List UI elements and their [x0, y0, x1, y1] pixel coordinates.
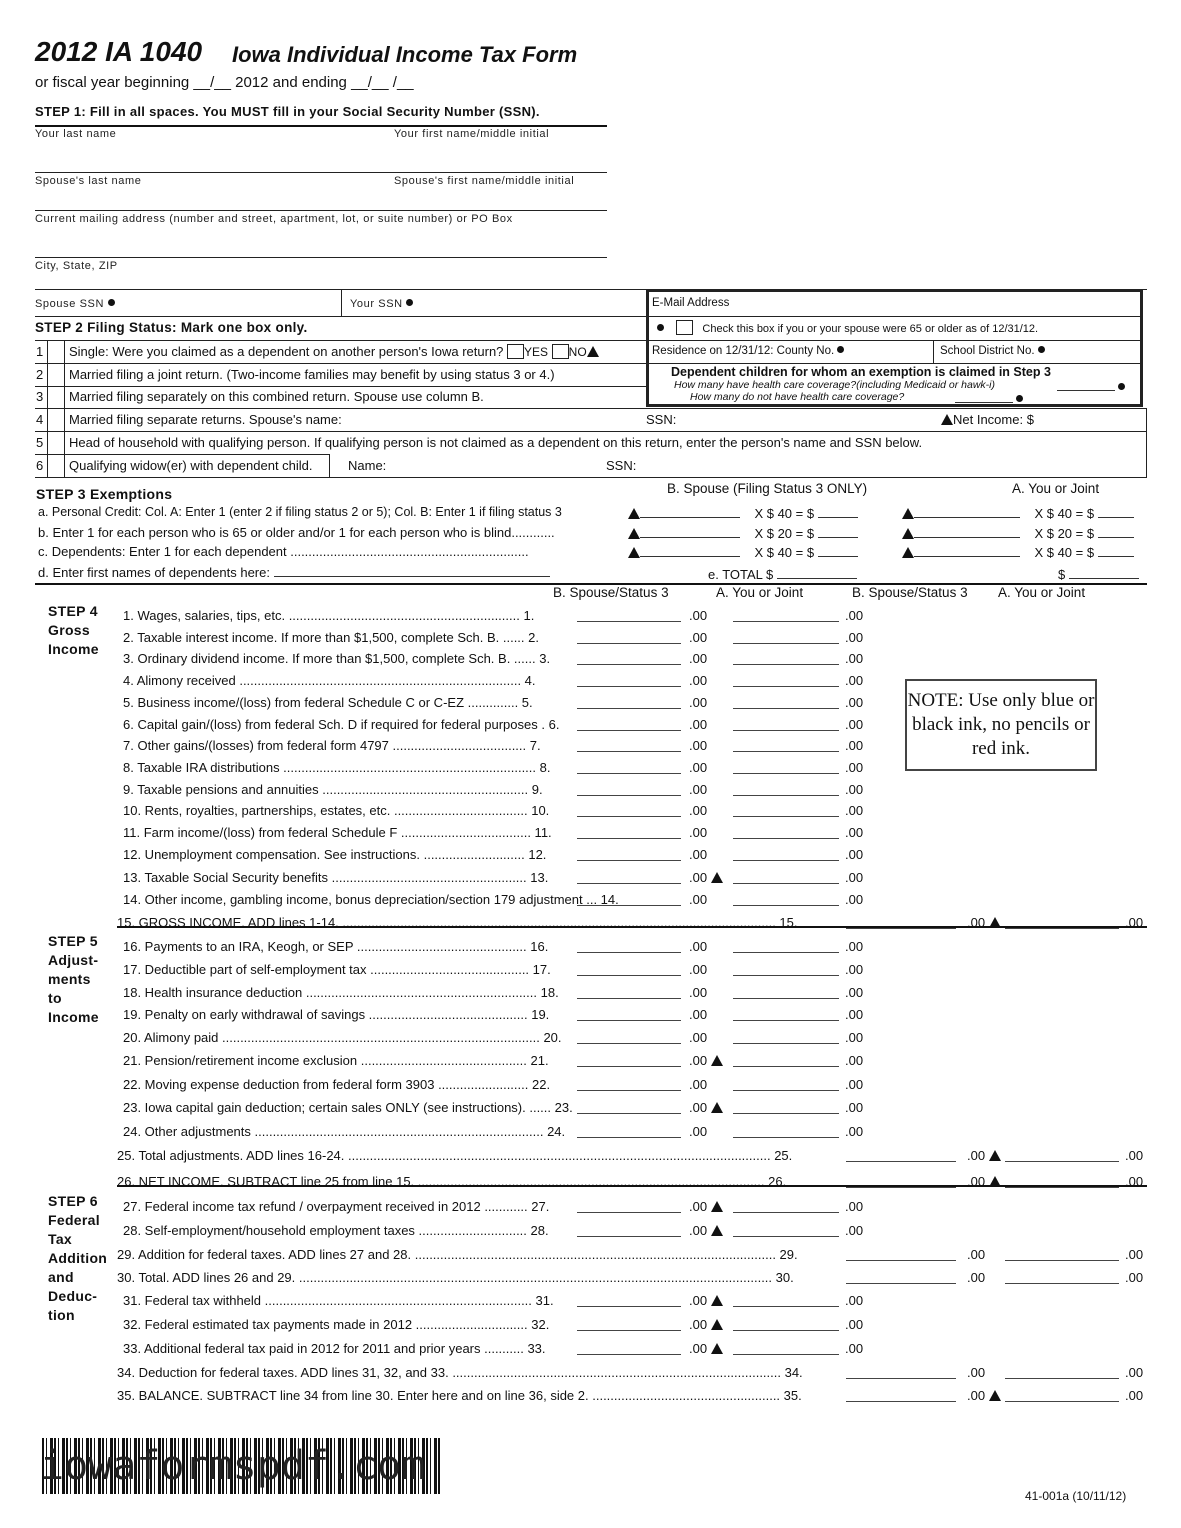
income-line: 28. Self-employment/household employment taxes .............................. 28. — [123, 1223, 549, 1238]
status6-name-label: Name: — [348, 458, 387, 473]
cents-label: .00 — [689, 760, 708, 775]
bullet-icon — [837, 346, 844, 353]
cents-label: .00 — [845, 1007, 864, 1022]
cents-label: .00 — [845, 1077, 864, 1092]
amount-field[interactable] — [733, 905, 839, 906]
income-line: 33. Additional federal tax paid in 2012 for 2011 and prior years ........... 33. — [123, 1341, 546, 1356]
total-line: 30. Total. ADD lines 26 and 29. ................................................................................................................................... 30. — [117, 1270, 794, 1285]
coverage-not-label: How many do not have health care coverage? — [690, 391, 905, 403]
amount-field[interactable] — [733, 838, 839, 839]
income-line: 12. Unemployment compensation. See instructions. ............................ 12. — [123, 847, 547, 862]
cents-label: .00 — [1125, 915, 1144, 930]
amount-field[interactable] — [733, 952, 839, 953]
cents-label: .00 — [689, 1293, 708, 1308]
exemption-total-a[interactable]: $ — [1058, 566, 1139, 582]
spouse-first-name-label: Spouse's first name/middle initial — [394, 175, 575, 187]
amount-field[interactable] — [1005, 1161, 1119, 1162]
step2-title: STEP 2 Filing Status: Mark one box only. — [35, 320, 308, 335]
cents-label: .00 — [689, 782, 708, 797]
cents-label: .00 — [845, 608, 864, 623]
amount-field[interactable] — [577, 1354, 681, 1355]
amount-field[interactable] — [846, 1161, 956, 1162]
cents-label: .00 — [845, 985, 864, 1000]
cents-label: .00 — [1125, 1388, 1144, 1403]
form-id: 41-001a (10/11/12) — [1025, 1489, 1127, 1503]
income-line: 18. Health insurance deduction ................................................................ 18. — [123, 985, 559, 1000]
step3-col-b: B. Spouse (Filing Status 3 ONLY) — [667, 481, 868, 496]
cents-label: .00 — [689, 1124, 708, 1139]
amount-field[interactable] — [577, 975, 681, 976]
cents-label: .00 — [689, 1317, 708, 1332]
school-district-label: School District No. — [940, 345, 1045, 357]
amount-field[interactable] — [577, 838, 681, 839]
filing-status-num: 4 — [36, 412, 44, 427]
bullet-icon — [657, 324, 664, 331]
amount-field[interactable] — [577, 773, 681, 774]
age-65-checkbox[interactable] — [676, 320, 693, 335]
income-line: 11. Farm income/(loss) from federal Schedule F .................................... 11. — [123, 825, 552, 840]
your-ssn-label: Your SSN — [350, 298, 413, 310]
cents-label: .00 — [845, 1030, 864, 1045]
your-name-field[interactable] — [35, 172, 607, 173]
filing-status-2[interactable]: Married filing a joint return. (Two-income families may benefit by using status 3 or 4.) — [69, 367, 555, 382]
amount-field[interactable] — [577, 816, 681, 817]
amount-field[interactable] — [733, 1212, 839, 1213]
exemption-c-a[interactable]: X $ 40 = $ — [902, 544, 1134, 560]
your-first-name-label: Your first name/middle initial — [394, 128, 550, 140]
arrow-icon — [711, 1225, 723, 1236]
amount-field[interactable] — [733, 860, 839, 861]
step3-line-d: d. Enter first names of dependents here: — [38, 564, 550, 580]
income-line: 16. Payments to an IRA, Keogh, or SEP ............................................... 16. — [123, 939, 549, 954]
bullet-icon — [1118, 383, 1125, 390]
amount-field[interactable] — [733, 1066, 839, 1067]
cents-label: .00 — [845, 1341, 864, 1356]
cents-label: .00 — [689, 1030, 708, 1045]
amount-field[interactable] — [577, 1212, 681, 1213]
income-line: 1. Wages, salaries, tips, etc. ................................................................ 1. — [123, 608, 535, 623]
amount-field[interactable] — [733, 883, 839, 884]
bullet-icon — [108, 299, 115, 306]
filing-status-num: 6 — [36, 458, 44, 473]
cents-label: .00 — [689, 847, 708, 862]
filing-status-1: Single: Were you claimed as a dependent on another person's Iowa return? YES NO — [69, 344, 599, 359]
cents-label: .00 — [1125, 1365, 1144, 1380]
cents-label: .00 — [845, 1199, 864, 1214]
amount-field[interactable] — [577, 643, 681, 644]
amount-field[interactable] — [733, 643, 839, 644]
step3-line-c: c. Dependents: Enter 1 for each dependent .................................................................. — [38, 544, 529, 559]
income-line: 32. Federal estimated tax payments made in 2012 ............................... 32. — [123, 1317, 550, 1332]
total-line: 29. Addition for federal taxes. ADD lines 27 and 28. .................................................................................................... 29. — [117, 1247, 798, 1262]
cents-label: .00 — [845, 738, 864, 753]
arrow-icon — [628, 547, 640, 558]
filing-status-3[interactable]: Married filing separately on this combined return. Spouse use column B. — [69, 389, 484, 404]
exemption-b-a[interactable]: X $ 20 = $ — [902, 525, 1134, 541]
cents-label: .00 — [689, 962, 708, 977]
amount-field[interactable] — [577, 952, 681, 953]
arrow-icon — [628, 508, 640, 519]
arrow-icon — [711, 1102, 723, 1113]
dependents-title: Dependent children for whom an exemption is claimed in Step 3 — [671, 365, 1051, 379]
cents-label: .00 — [845, 1293, 864, 1308]
amount-field[interactable] — [846, 928, 956, 929]
amount-field[interactable] — [846, 1187, 956, 1188]
amount-field[interactable] — [577, 795, 681, 796]
col-header-b: B. Spouse/Status 3 — [553, 585, 669, 600]
bullet-icon — [406, 299, 413, 306]
amount-field[interactable] — [733, 686, 839, 687]
exemption-b-b[interactable]: X $ 20 = $ — [628, 525, 858, 541]
cents-label: .00 — [967, 1365, 986, 1380]
amount-field[interactable] — [733, 730, 839, 731]
cents-label: .00 — [689, 892, 708, 907]
status4-net-income: Net Income: $ — [941, 412, 1034, 427]
cents-label: .00 — [845, 825, 864, 840]
amount-field[interactable] — [733, 1236, 839, 1237]
amount-field[interactable] — [733, 975, 839, 976]
cents-label: .00 — [689, 1341, 708, 1356]
cents-label: .00 — [689, 939, 708, 954]
arrow-icon — [711, 1201, 723, 1212]
arrow-icon — [711, 1055, 723, 1066]
income-line: 14. Other income, gambling income, bonus depreciation/section 179 adjustment ... 14. — [123, 892, 619, 907]
cents-label: .00 — [689, 630, 708, 645]
cents-label: .00 — [845, 892, 864, 907]
amount-field[interactable] — [733, 795, 839, 796]
status4-ssn-label: SSN: — [646, 412, 677, 427]
amount-field[interactable] — [577, 905, 681, 906]
filing-status-6[interactable]: Qualifying widow(er) with dependent child. — [69, 458, 313, 473]
income-line: 4. Alimony received .............................................................................. 4. — [123, 673, 536, 688]
income-line: 31. Federal tax withheld .......................................................................... 31. — [123, 1293, 554, 1308]
income-line: 7. Other gains/(losses) from federal form 4797 ..................................... 7. — [123, 738, 541, 753]
total-line: 26. NET INCOME. SUBTRACT line 25 from line 15. ................................................................................................ 26. — [117, 1174, 787, 1189]
form-title: Iowa Individual Income Tax Form — [232, 42, 578, 67]
arrow-icon — [711, 872, 723, 883]
amount-field[interactable] — [577, 860, 681, 861]
income-line: 13. Taxable Social Security benefits ...................................................... 13. — [123, 870, 549, 885]
amount-field[interactable] — [733, 1020, 839, 1021]
filing-status-num: 5 — [36, 435, 44, 450]
cents-label: .00 — [689, 870, 708, 885]
amount-field[interactable] — [1005, 928, 1119, 929]
arrow-icon — [628, 528, 640, 539]
amount-field[interactable] — [577, 998, 681, 999]
cents-label: .00 — [689, 1007, 708, 1022]
income-line: 10. Rents, royalties, partnerships, estates, etc. ..................................... 10. — [123, 803, 550, 818]
income-line: 5. Business income/(loss) from federal Schedule C or C-EZ .............. 5. — [123, 695, 533, 710]
cents-label: .00 — [689, 1053, 708, 1068]
cents-label: .00 — [689, 651, 708, 666]
arrow-icon — [711, 1343, 723, 1354]
step4-label: STEP 4 Gross Income — [48, 603, 99, 657]
amount-field[interactable] — [577, 621, 681, 622]
form-year-title: 2012 IA 1040 — [35, 36, 203, 67]
arrow-icon — [902, 508, 914, 519]
dependent-yes-checkbox[interactable] — [507, 344, 524, 359]
fiscal-year-line: or fiscal year beginning __/__ 2012 and ending __/__ /__ — [35, 74, 414, 91]
cents-label: .00 — [689, 608, 708, 623]
income-line: 19. Penalty on early withdrawal of savings ............................................ 19. — [123, 1007, 550, 1022]
arrow-icon — [711, 1319, 723, 1330]
income-line: 17. Deductible part of self-employment tax ............................................ 17. — [123, 962, 551, 977]
amount-field[interactable] — [846, 1283, 956, 1284]
amount-field[interactable] — [733, 1137, 839, 1138]
dependent-no-checkbox[interactable] — [552, 344, 569, 359]
cents-label: .00 — [845, 870, 864, 885]
cents-label: .00 — [1125, 1247, 1144, 1262]
cents-label: .00 — [689, 803, 708, 818]
income-line: 24. Other adjustments ................................................................................ 24. — [123, 1124, 566, 1139]
filing-status-5[interactable]: Head of household with qualifying person. If qualifying person is not claimed as a dependent on this return, enter the person's name and SSN below. — [69, 435, 923, 450]
amount-field[interactable] — [577, 1306, 681, 1307]
amount-field[interactable] — [733, 1330, 839, 1331]
amount-field[interactable] — [846, 1378, 956, 1379]
income-line: 6. Capital gain/(loss) from federal Sch. D if required for federal purposes . 6. — [123, 717, 560, 732]
cents-label: .00 — [845, 1100, 864, 1115]
filing-status-num: 1 — [36, 344, 44, 359]
amount-field[interactable] — [733, 751, 839, 752]
amount-field[interactable] — [1005, 1378, 1119, 1379]
cents-label: .00 — [967, 1247, 986, 1262]
amount-field[interactable] — [577, 1043, 681, 1044]
address-label: Current mailing address (number and street, apartment, lot, or suite number) or PO Box — [35, 213, 513, 225]
amount-field[interactable] — [577, 1020, 681, 1021]
income-line: 21. Pension/retirement income exclusion .............................................. 21. — [123, 1053, 549, 1068]
amount-field[interactable] — [733, 1043, 839, 1044]
filing-status-4[interactable]: Married filing separate returns. Spouse's name: — [69, 412, 342, 427]
step3-line-b: b. Enter 1 for each person who is 65 or older and/or 1 for each person who is blind............ — [38, 525, 555, 540]
total-line: 25. Total adjustments. ADD lines 16-24. ..................................................................................................................... 25. — [117, 1148, 793, 1163]
coverage-not-field[interactable] — [955, 390, 1023, 406]
step1-title: STEP 1: Fill in all spaces. You MUST fill in your Social Security Number (SSN). — [35, 104, 540, 119]
watermark-text: iowaformspdf.com — [40, 1443, 426, 1489]
income-line: 9. Taxable pensions and annuities ......................................................... 9. — [123, 782, 543, 797]
cents-label: .00 — [689, 717, 708, 732]
arrow-icon — [902, 528, 914, 539]
col-header-b2: B. Spouse/Status 3 — [852, 585, 968, 600]
cents-label: .00 — [689, 1077, 708, 1092]
amount-field[interactable] — [577, 686, 681, 687]
cents-label: .00 — [845, 651, 864, 666]
cents-label: .00 — [689, 695, 708, 710]
arrow-icon — [711, 1295, 723, 1306]
amount-field[interactable] — [577, 1090, 681, 1091]
cents-label: .00 — [845, 1317, 864, 1332]
filing-status-num: 3 — [36, 389, 44, 404]
amount-field[interactable] — [1005, 1260, 1119, 1261]
arrow-icon — [941, 414, 953, 425]
cents-label: .00 — [845, 847, 864, 862]
cents-label: .00 — [845, 760, 864, 775]
amount-field[interactable] — [577, 1066, 681, 1067]
cents-label: .00 — [845, 1223, 864, 1238]
address-field[interactable] — [35, 257, 607, 258]
amount-field[interactable] — [733, 1354, 839, 1355]
amount-field[interactable] — [733, 816, 839, 817]
cents-label: .00 — [967, 1174, 986, 1189]
amount-field[interactable] — [577, 1330, 681, 1331]
filing-status-num: 2 — [36, 367, 44, 382]
bullet-icon — [1038, 346, 1045, 353]
cents-label: .00 — [689, 825, 708, 840]
cents-label: .00 — [967, 915, 986, 930]
total-line: 15. GROSS INCOME. ADD lines 1-14. ........................................................................................................................ 15. — [117, 915, 798, 930]
coverage-have-label: How many have health care coverage?(including Medicaid or hawk-i) — [674, 379, 995, 391]
step3-col-a: A. You or Joint — [1012, 481, 1100, 496]
arrow-icon — [989, 1390, 1001, 1401]
step5-label: STEP 5 Adjust- ments to Income — [48, 933, 99, 1025]
income-line: 27. Federal income tax refund / overpayment received in 2012 ............ 27. — [123, 1199, 550, 1214]
step3-line-a: a. Personal Credit: Col. A: Enter 1 (enter 2 if filing status 2 or 5); Col. B: Enter 1 if filing status 3 — [38, 505, 562, 519]
step6-label: STEP 6 Federal Tax Addition and Deduc- tion — [48, 1193, 108, 1323]
cents-label: .00 — [1125, 1270, 1144, 1285]
spouse-name-field[interactable] — [35, 210, 607, 211]
amount-field[interactable] — [1005, 1283, 1119, 1284]
cents-label: .00 — [689, 985, 708, 1000]
cents-label: .00 — [1125, 1174, 1144, 1189]
cents-label: .00 — [845, 1124, 864, 1139]
amount-field[interactable] — [577, 883, 681, 884]
cents-label: .00 — [689, 1100, 708, 1115]
income-line: 20. Alimony paid ........................................................................................ 20. — [123, 1030, 562, 1045]
amount-field[interactable] — [577, 1236, 681, 1237]
amount-field[interactable] — [846, 1401, 956, 1402]
cents-label: .00 — [967, 1270, 986, 1285]
income-line: 8. Taxable IRA distributions ...................................................................... 8. — [123, 760, 551, 775]
email-label: E-Mail Address — [652, 297, 730, 309]
amount-field[interactable] — [733, 1113, 839, 1114]
cents-label: .00 — [845, 803, 864, 818]
arrow-icon — [989, 1150, 1001, 1161]
ink-note: NOTE: Use only blue or black ink, no pencils or red ink. — [905, 679, 1097, 771]
city-label: City, State, ZIP — [35, 260, 118, 272]
cents-label: .00 — [689, 1223, 708, 1238]
spouse-last-name-label: Spouse's last name — [35, 175, 142, 187]
amount-field[interactable] — [733, 1090, 839, 1091]
cents-label: .00 — [845, 630, 864, 645]
your-last-name-label: Your last name — [35, 128, 117, 140]
cents-label: .00 — [845, 782, 864, 797]
amount-field[interactable] — [846, 1260, 956, 1261]
amount-field[interactable] — [733, 1306, 839, 1307]
amount-field[interactable] — [733, 664, 839, 665]
spouse-ssn-label: Spouse SSN — [35, 298, 115, 310]
amount-field[interactable] — [577, 1137, 681, 1138]
amount-field[interactable] — [577, 664, 681, 665]
amount-field[interactable] — [1005, 1401, 1119, 1402]
amount-field[interactable] — [577, 751, 681, 752]
amount-field[interactable] — [733, 708, 839, 709]
cents-label: .00 — [689, 1199, 708, 1214]
income-line: 22. Moving expense deduction from federal form 3903 ......................... 22. — [123, 1077, 551, 1092]
arrow-icon — [902, 547, 914, 558]
income-line: 3. Ordinary dividend income. If more than $1,500, complete Sch. B. ...... 3. — [123, 651, 551, 666]
amount-field[interactable] — [733, 998, 839, 999]
exemption-a-a[interactable]: X $ 40 = $ — [902, 505, 1134, 521]
age-check-row: Check this box if you or your spouse were 65 or older as of 12/31/12. — [657, 320, 1038, 335]
col-header-a2: A. You or Joint — [998, 585, 1086, 600]
total-line: 35. BALANCE. SUBTRACT line 34 from line 30. Enter here and on line 36, side 2. .................................................... 35. — [117, 1388, 802, 1403]
cents-label: .00 — [845, 717, 864, 732]
residence-label: Residence on 12/31/12: County No. — [652, 345, 844, 357]
amount-field[interactable] — [1005, 1187, 1119, 1188]
col-header-a: A. You or Joint — [716, 585, 804, 600]
income-line: 2. Taxable interest income. If more than $1,500, complete Sch. B. ...... 2. — [123, 630, 539, 645]
step3-title: STEP 3 Exemptions — [36, 486, 173, 502]
exemption-c-b[interactable]: X $ 40 = $ — [628, 544, 858, 560]
exemption-total-b[interactable]: e. TOTAL $ — [708, 566, 857, 582]
cents-label: .00 — [689, 673, 708, 688]
cents-label: .00 — [845, 962, 864, 977]
amount-field[interactable] — [733, 621, 839, 622]
amount-field[interactable] — [577, 1113, 681, 1114]
amount-field[interactable] — [577, 708, 681, 709]
total-line: 34. Deduction for federal taxes. ADD lines 31, 32, and 33. ........................................................................................... 34. — [117, 1365, 803, 1380]
amount-field[interactable] — [733, 773, 839, 774]
amount-field[interactable] — [577, 730, 681, 731]
cents-label: .00 — [845, 673, 864, 688]
cents-label: .00 — [689, 738, 708, 753]
bullet-icon — [1016, 395, 1023, 402]
cents-label: .00 — [967, 1148, 986, 1163]
income-line: 23. Iowa capital gain deduction; certain sales ONLY (see instructions). ...... 23. — [123, 1100, 573, 1115]
cents-label: .00 — [1125, 1148, 1144, 1163]
arrow-icon — [587, 346, 599, 357]
cents-label: .00 — [967, 1388, 986, 1403]
coverage-have-field[interactable] — [1057, 378, 1125, 394]
exemption-a-b[interactable]: X $ 40 = $ — [628, 505, 858, 521]
cents-label: .00 — [845, 695, 864, 710]
cents-label: .00 — [845, 939, 864, 954]
status6-ssn-label: SSN: — [606, 458, 637, 473]
cents-label: .00 — [845, 1053, 864, 1068]
